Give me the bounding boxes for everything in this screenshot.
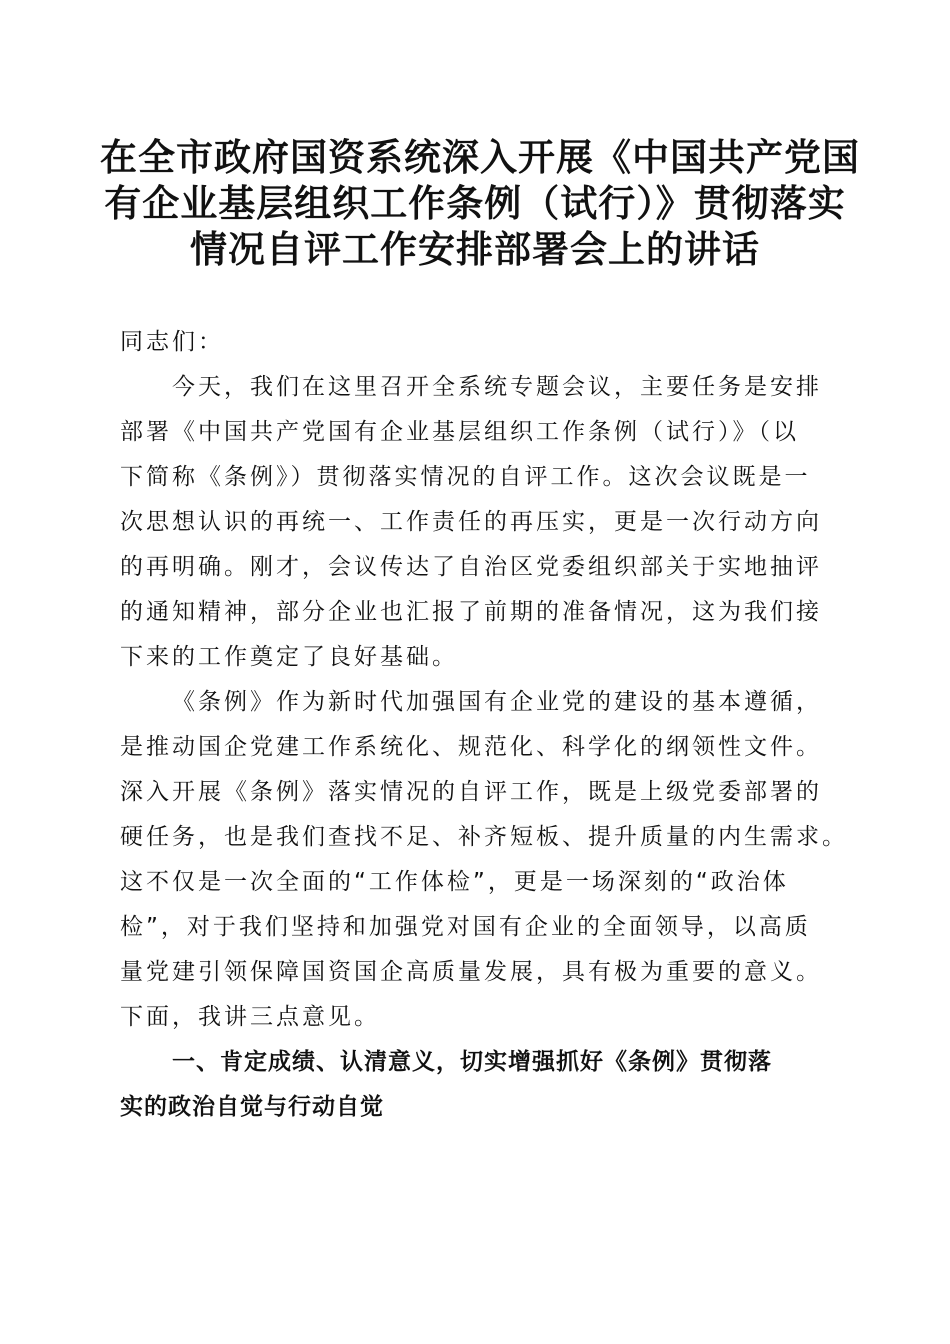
paragraph-line: 今天，我们在这里召开全系统专题会议，主要任务是安排: [172, 374, 822, 400]
paragraph-line: 部署《中国共产党国有企业基层组织工作条例（试行）》（以: [120, 419, 799, 445]
paragraph-line: 的再明确。刚才，会议传达了自治区党委组织部关于实地抽评: [120, 554, 822, 580]
paragraph-line: 《条例》作为新时代加强国有企业党的建设的基本遵循，: [172, 689, 822, 715]
paragraph-line: 深入开展《条例》落实情况的自评工作，既是上级党委部署的: [120, 779, 822, 805]
title-line: 有企业基层组织工作条例（试行）》贯彻落实: [104, 181, 846, 225]
paragraph-line: 量党建引领保障国资国企高质量发展，具有极为重要的意义。: [120, 959, 822, 985]
paragraph-line: 次思想认识的再统一、工作责任的再压实，更是一次行动方向: [120, 509, 822, 535]
paragraph-line: 下面，我讲三点意见。: [120, 1004, 380, 1030]
paragraph-line: 这不仅是一次全面的“工作体检”，更是一场深刻的“政治体: [120, 869, 789, 895]
paragraph-line: 是推动国企党建工作系统化、规范化、科学化的纲领性文件。: [120, 734, 822, 760]
paragraph-line: 下简称《条例》）贯彻落实情况的自评工作。这次会议既是一: [120, 464, 811, 490]
section-heading-1: [120, 1040, 840, 1130]
document-title: [100, 134, 860, 272]
paragraph-2: [120, 680, 848, 1040]
heading-line: 一、肯定成绩、认清意义，切实增强抓好《条例》贯彻落: [172, 1049, 772, 1075]
document-body: [120, 320, 848, 1130]
paragraph-line: 的通知精神，部分企业也汇报了前期的准备情况，这为我们接: [120, 599, 822, 625]
paragraph-line: 下来的工作奠定了良好基础。: [120, 644, 458, 670]
paragraph-line: 硬任务，也是我们查找不足、补齐短板、提升质量的内生需求。: [120, 824, 848, 850]
paragraph-1: [120, 365, 840, 680]
salutation: 同志们：: [120, 329, 224, 355]
title-line: 在全市政府国资系统深入开展《中国共产党国: [100, 135, 860, 179]
paragraph-line: 检”，对于我们坚持和加强党对国有企业的全面领导，以高质: [120, 914, 811, 940]
heading-line: 实的政治自觉与行动自觉: [120, 1094, 384, 1120]
title-line: 情况自评工作安排部署会上的讲话: [190, 227, 760, 271]
